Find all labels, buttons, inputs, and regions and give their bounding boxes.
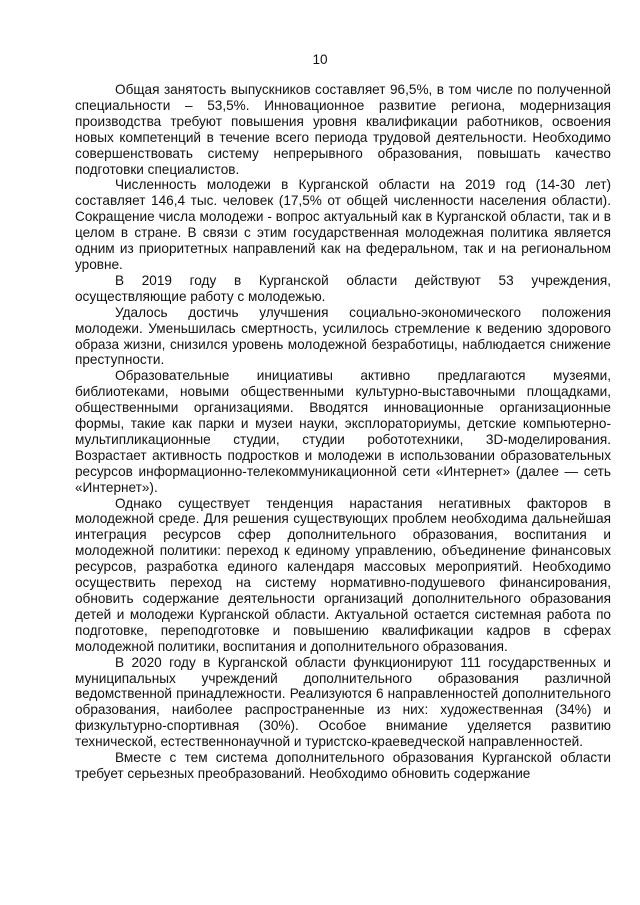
page-number: 10 (312, 52, 328, 67)
document-body (75, 82, 611, 782)
paragraph-youth-institutions: В 2019 году в Курганской области действуют 53 учреждения, осуществляющие работу с молодежью. (75, 272, 611, 304)
paragraph-employment: Общая занятость выпускников составляет 96,5%, в том числе по полученной специальности – 53,5%. Инновационное развитие региона, модернизация производства требуют повышения уровня квалификации работников, освоения новых компетенций в течение всего периода трудовой деятельности. Необходимо совершенствовать систему непрерывного образования, повышать качество подготовки специалистов. (75, 82, 611, 177)
paragraph-additional-education-2020: В 2020 году в Курганской области функционируют 111 государственных и муниципальных учреждений дополнительного образования различной ведомственной принадлежности. Реализуются 6 направленностей дополнительного образования, наиболее распространенные из них: художественная (34%) и физкультурно-спортивная (30%). Особое внимание уделяется развитию технической, естественнонаучной и туристско-краеведческой направленностей. (75, 654, 611, 750)
paragraph-educational-initiatives: Образовательные инициативы активно предлагаются музеями, библиотеками, новыми общественными культурно-выставочными площадками, общественными организациями. Вводятся инновационные организационные формы, такие как парки и музеи науки, эксплораториумы, детские компьютерно-мультипликационные студии, студии робототехники, 3D-моделирования. Возрастает активность подростков и молодежи в использовании образовательных ресурсов информационно-телекоммуникационной сети «Интернет» (далее — сеть «Интернет»). (75, 368, 611, 495)
paragraph-negative-factors: Однако существует тенденция нарастания негативных факторов в молодежной среде. Для решения существующих проблем необходима дальнейшая интеграция ресурсов сфер дополнительного образования, воспитания и молодежной политики: переход к единому управлению, объединение финансовых ресурсов, разработка единого календаря массовых мероприятий. Необходимо осуществить переход на систему нормативно-подушевого финансирования, обновить содержание деятельности организаций дополнительного образования детей и молодежи Курганской области. Актуальной остается системная работа по подготовке, переподготовке и повышению квалификации кадров в сферах молодежной политики, воспитания и дополнительного образования. (75, 495, 611, 654)
paragraph-transformation-needed: Вместе с тем система дополнительного образования Курганской области требует серьезных преобразований. Необходимо обновить содержание (75, 750, 611, 781)
paragraph-social-improvement: Удалось достичь улучшения социально-экономического положения молодежи. Уменьшилась смертность, усилилось стремление к ведению здорового образа жизни, снизился уровень молодежной безработицы, наблюдается снижение преступности. (75, 304, 611, 368)
paragraph-youth-population: Численность молодежи в Курганской области на 2019 год (14-30 лет) составляет 146,4 тыс. человек (17,5% от общей численности населения области). Сокращение числа молодежи - вопрос актуальный как в Курганской области, так и в целом в стране. В связи с этим государственная молодежная политика является одним из приоритетных направлений как на федеральном, так и на региональном уровне. (75, 177, 611, 272)
